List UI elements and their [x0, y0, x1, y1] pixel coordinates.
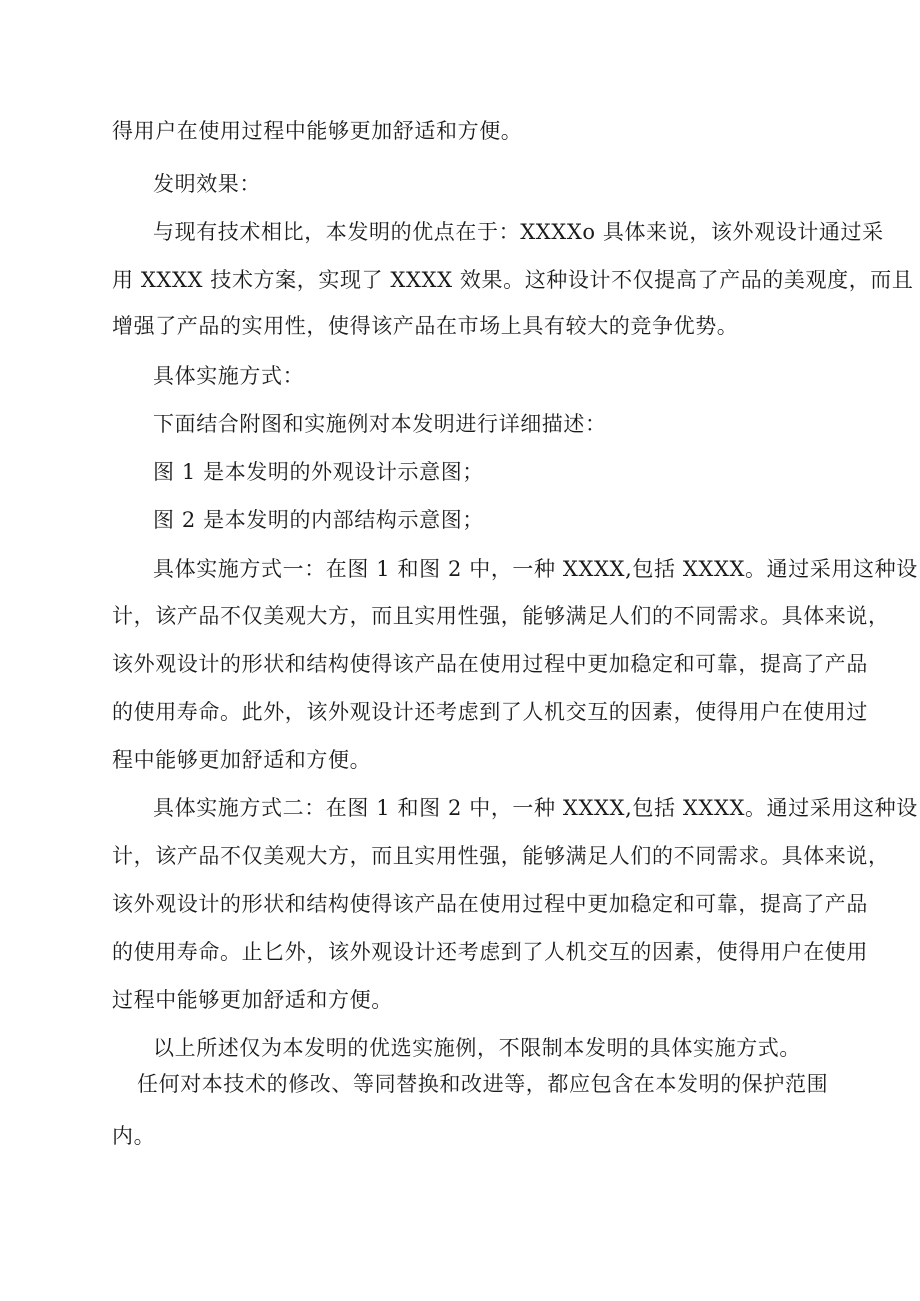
paragraph-line: 与现有技术相比，本发明的优点在于：XXXXo 具体来说，该外观设计通过采 [153, 220, 884, 244]
paragraph-line: 以上所述仅为本发明的优选实施例，不限制本发明的具体实施方式。 [153, 1036, 801, 1060]
paragraph-line: 该外观设计的形状和结构使得该产品在使用过程中更加稳定和可靠，提高了产品 [112, 892, 868, 916]
paragraph-line: 该外观设计的形状和结构使得该产品在使用过程中更加稳定和可靠，提高了产品 [112, 652, 868, 676]
paragraph-line: 内。 [112, 1124, 156, 1148]
figure-caption-2: 图 2 是本发明的内部结构示意图； [153, 508, 484, 532]
paragraph-line: 下面结合附图和实施例对本发明进行详细描述： [153, 412, 607, 436]
paragraph-line: 具体实施方式二：在图 1 和图 2 中，一种 XXXX,包括 XXXX。通过采用这种设 [153, 796, 918, 820]
paragraph-line: 增强了产品的实用性，使得该产品在市场上具有较大的竞争优势。 [112, 314, 739, 338]
paragraph-line: 的使用寿命。此外，该外观设计还考虑到了人机交互的因素，使得用户在使用过 [112, 700, 868, 724]
paragraph-line: 计，该产品不仅美观大方，而且实用性强，能够满足人们的不同需求。具体来说， [112, 844, 890, 868]
paragraph-line: 任何对本技术的修改、等同替换和改进等，都应包含在本发明的保护范围 [137, 1072, 829, 1096]
paragraph-line: 计，该产品不仅美观大方，而且实用性强，能够满足人们的不同需求。具体来说， [112, 604, 890, 628]
paragraph-line: 具体实施方式一：在图 1 和图 2 中，一种 XXXX,包括 XXXX。通过采用这种设 [153, 557, 918, 581]
paragraph-line: 的使用寿命。止匕外，该外观设计还考虑到了人机交互的因素，使得用户在使用 [112, 940, 868, 964]
paragraph-line: 得用户在使用过程中能够更加舒适和方便。 [112, 119, 523, 143]
section-heading-effects: 发明效果： [153, 172, 261, 196]
paragraph-line: 程中能够更加舒适和方便。 [112, 748, 372, 772]
paragraph-line: 用 XXXX 技术方案，实现了 XXXX 效果。这种设计不仅提高了产品的美观度，而且 [112, 268, 914, 292]
section-heading-embodiments: 具体实施方式： [153, 364, 305, 388]
paragraph-line: 过程中能够更加舒适和方便。 [112, 988, 393, 1012]
figure-caption-1: 图 1 是本发明的外观设计示意图； [153, 460, 484, 484]
